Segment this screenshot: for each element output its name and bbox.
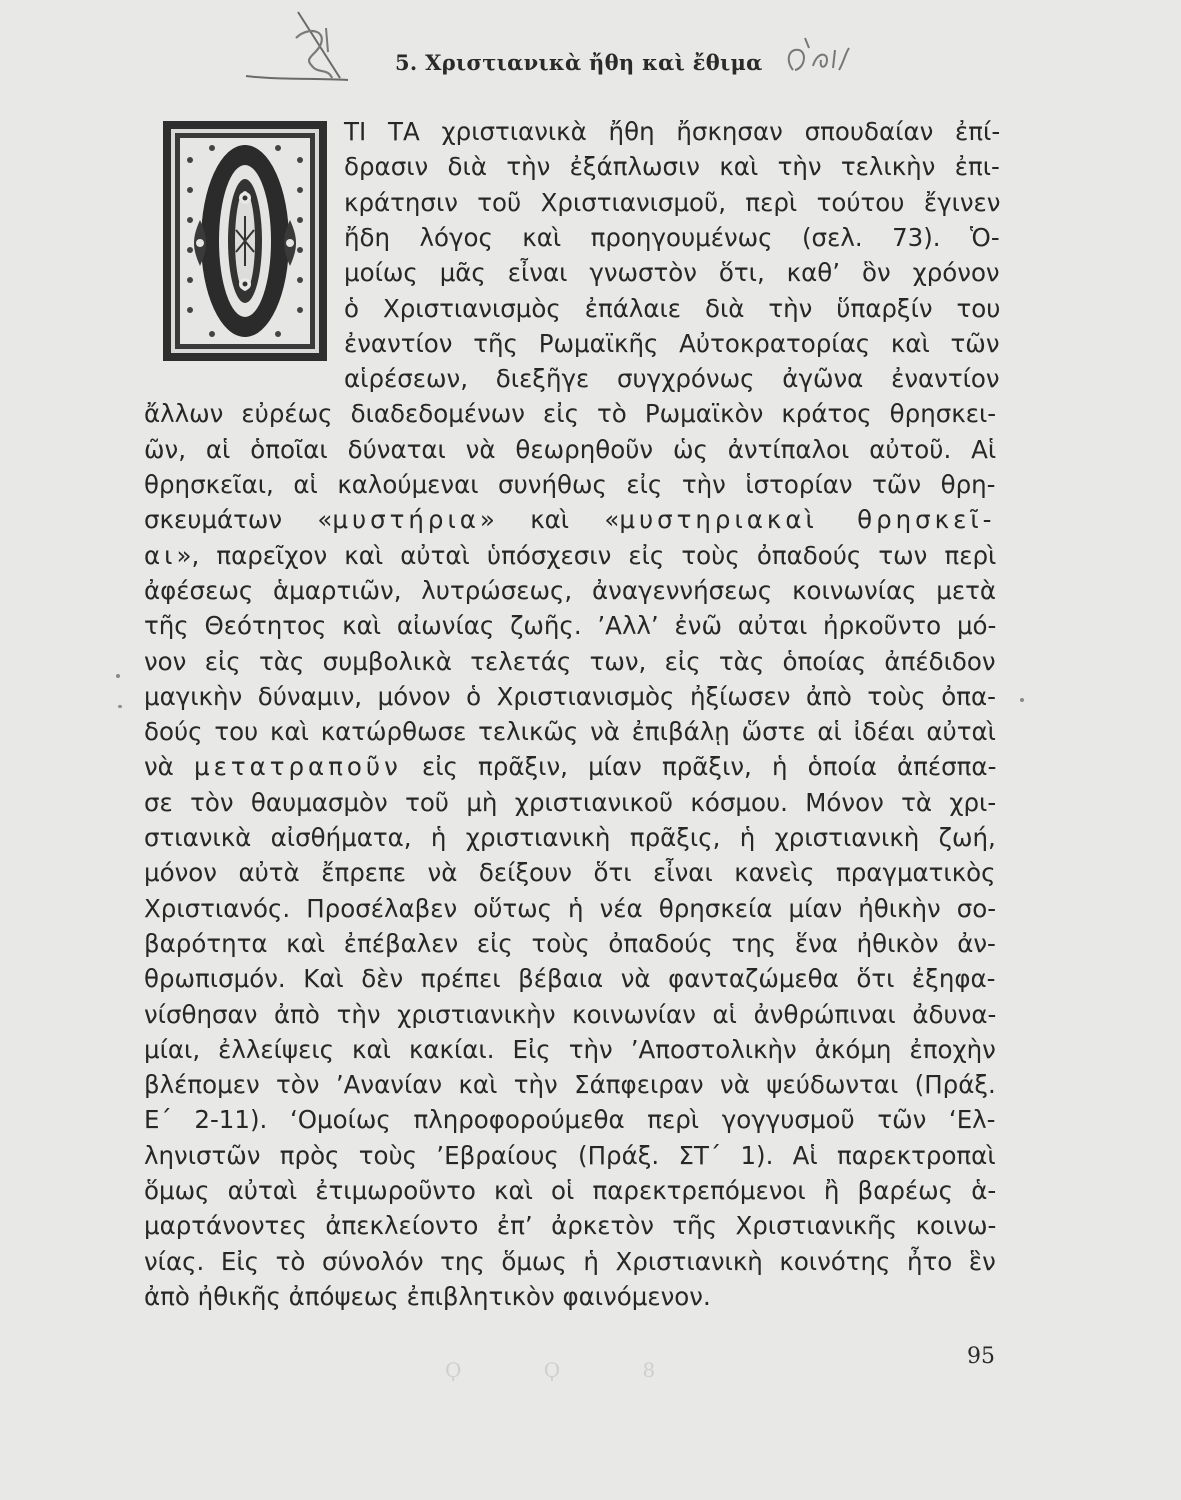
text-line: ῶν, αἱ ὁποῖαι δύναται νὰ θεωρηθοῦν ὡς ἀντίπαλοι αὐτοῦ. Αἱ [144,434,997,464]
text-line: ὅμως αὐταὶ ἐτιμωροῦντο καὶ οἱ παρεκτρεπόμενοι ἢ βαρέως ἁ- [144,1176,997,1205]
text-line: νον εἰς τὰς συμβολικὰ τελετάς των, εἰς τὰς ὁποίας ἀπέδιδον [144,646,996,676]
text-line [144,505,996,535]
text-line: τῆς Θεότητος καὶ αἰωνίας ζωῆς. ’Αλλ’ ἐνῶ αὐται ἠρκοῦντο μό- [144,611,997,641]
text-line: νίσθησαν ἀπὸ τὴν χριστιανικὴν κοινωνίαν αἱ ἀνθρώπιναι ἀδυνα- [144,999,997,1029]
text-line: ΤΙ ΤΑ χριστιανικὰ ἤθη ἤσκησαν σπουδαίαν ἐπί- [344,117,1001,146]
pencil-cross-mark [228,8,358,108]
spaced-term: αι [144,540,177,570]
dust-speck [1020,698,1024,702]
text-line: βαρότητα καὶ ἐπέβαλεν εἰς τοὺς ὀπαδούς της ἕνα ἠθικὸν ἀν- [144,928,996,958]
text-line: μοίως μᾶς εἶναι γνωστὸν ὅτι, καθ’ ὃν χρόνον [344,258,1000,288]
text-line [144,541,996,571]
chapter-heading: 5. Χριστιανικὰ ἤθη καὶ ἔθιμα [395,50,763,75]
text-line: θρησκεῖαι, αἱ καλούμεναι συνήθως εἰς τὴν ἱστορίαν τῶν θρη- [144,470,996,499]
text-line: ἄλλων εὐρέως διαδεδομένων εἰς τὸ Ρωμαϊκὸν κράτος θρησκει- [144,399,997,429]
text-line: αἱρέσεων, διεξῆγε συγχρόνως ἀγῶνα ἐναντίον [344,364,1000,394]
dust-speck [116,674,120,678]
text-line: βλέπομεν τὸν ’Ανανίαν καὶ τὴν Σάπφειραν νὰ ψεύδωνται (Πράξ. [144,1070,996,1100]
text-line: μαρτάνοντες ἀπεκλείοντο ἐπ’ ἀρκετὸν τῆς Χριστιανικῆς κοινω- [144,1211,997,1241]
spaced-term: μυστηριακαὶ θρησκεῖ- [619,505,996,535]
text-line [144,752,996,782]
text-line: δούς του καὶ κατώρθωσε τελικῶς νὰ ἐπιβάλῃ ὥστε αἱ ἰδέαι αὐταὶ [144,717,996,747]
spaced-term: μετατραποῦν [194,752,402,782]
dust-speck [118,705,122,708]
text-segment: » καὶ « [479,505,620,535]
page-number: 95 [967,1344,995,1369]
text-line: ἤδη λόγος καὶ προηγουμένως (σελ. 73). Ὁ- [344,222,1000,252]
text-line: μίαι, ἐλλείψεις καὶ κακίαι. Εἰς τὴν ’Αποστολικὴν ἀκόμη ἐποχὴν [144,1034,996,1064]
ornamental-initial-icon [162,120,328,362]
text-line: σε τὸν θαυμασμὸν τοῦ μὴ χριστιανικοῦ κόσμου. Μόνον τὰ χρι- [144,787,997,817]
text-line: ληνιστῶν πρὸς τοὺς ’Εβραίους (Πράξ. ΣΤ΄ 1). Αἱ παρεκτροπαὶ [144,1140,996,1170]
text-line: στιανικὰ αἰσθήματα, ἡ χριστιανικὴ πρᾶξις, ἡ χριστιανικὴ ζωή, [144,823,996,852]
text-line: ἀφέσεως ἁμαρτιῶν, λυτρώσεως, ἀναγεννήσεως κοινωνίας μετὰ [144,575,997,605]
text-segment: », παρεῖχον καὶ αὐταὶ ὑπόσχεσιν εἰς τοὺς ὀπαδούς των περὶ [176,540,997,570]
text-line: μαγικὴν δύναμιν, μόνον ὁ Χριστιανισμὸς ἠξίωσεν ἀπὸ τοὺς ὀπα- [144,681,996,711]
faint-marks: Ϙ Ϙ 8 [445,1358,694,1382]
text-line: ὁ Χριστιανισμὸς ἐπάλαιε διὰ τὴν ὕπαρξίν του [344,293,1001,323]
text-segment: νὰ [144,752,194,782]
text-line: ἐναντίον τῆς Ρωμαϊκῆς Αὐτοκρατορίας καὶ τῶν [344,328,1000,358]
text-line: Χριστιανός. Προσέλαβεν οὕτως ἡ νέα θρησκεία μίαν ἠθικὴν σο- [144,893,997,923]
text-line: νίας. Εἰς τὸ σύνολόν της ὅμως ἡ Χριστιανικὴ κοινότης ἦτο ἓν [144,1246,996,1276]
text-line: ἀπὸ ἠθικῆς ἀπόψεως ἐπιβλητικὸν φαινόμενον. [144,1281,711,1311]
spaced-term: μυστήρια [332,505,480,535]
text-line: μόνον αὐτὰ ἔπρεπε νὰ δείξουν ὅτι εἶναι κανεὶς πραγματικὸς [144,858,996,888]
handwritten-note [783,30,863,80]
text-line: δρασιν διὰ τὴν ἐξάπλωσιν καὶ τὴν τελικὴν ἐπι- [344,152,1000,182]
text-line: κράτησιν τοῦ Χριστιανισμοῦ, περὶ τούτου ἔγινεν [344,187,1001,217]
text-line: θρωπισμόν. Καὶ δὲν πρέπει βέβαια νὰ φανταζώμεθα ὅτι ἐξηφα- [144,964,996,994]
text-segment: εἰς πρᾶξιν, μίαν πρᾶξιν, ἡ ὁποία ἀπέσπα- [401,752,997,782]
text-segment: σκευμάτων « [144,505,333,535]
text-line: Ε΄ 2-11). ‘Ομοίως πληροφορούμεθα περὶ γογγυσμοῦ τῶν ‘Ελ- [144,1105,996,1135]
